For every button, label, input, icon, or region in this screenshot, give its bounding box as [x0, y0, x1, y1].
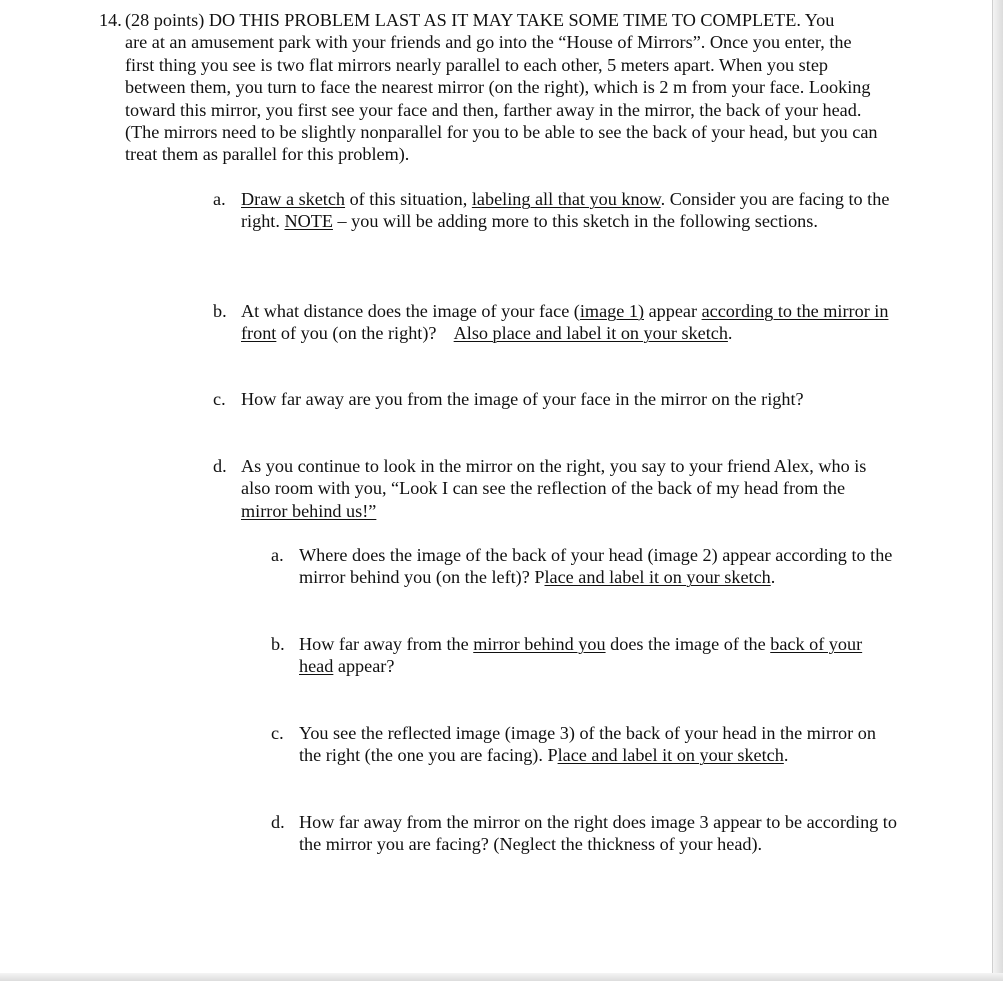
- subpart-b-line-2: [299, 655, 862, 677]
- subpart-a-marker: a.: [271, 545, 284, 565]
- underlined-text: Draw a sketch: [241, 189, 346, 209]
- part-b-line-2: [241, 322, 888, 344]
- subpart-c-line-1: You see the reflected image (image 3) of the back of your head in the mirror on: [299, 723, 876, 743]
- underlined-text: back of your: [770, 634, 863, 654]
- part-c: [213, 388, 804, 410]
- part-a-line-1: [241, 188, 889, 210]
- problem-line-2: are at an amusement park with your friends and go into the “House of Mirrors”. Once you enter, the: [125, 32, 852, 53]
- subpart-d-marker: d.: [271, 812, 285, 832]
- part-d-line-3: [241, 500, 866, 522]
- page-edge-bottom: [0, 973, 1003, 981]
- text: At what distance does the image of your face (: [241, 301, 580, 321]
- part-d-line-2: also room with you, “Look I can see the reflection of the back of my head from the: [241, 478, 846, 499]
- underlined-text: Also place and label it on your sketch: [453, 323, 728, 344]
- subpart-a-line-1: Where does the image of the back of your head (image 2) appear according to the: [299, 545, 893, 565]
- problem-line-1: (28 points) DO THIS PROBLEM LAST AS IT MAY TAKE SOME TIME TO COMPLETE. You: [125, 10, 835, 30]
- text: How far away from the: [299, 634, 474, 654]
- part-c-marker: c.: [213, 389, 226, 409]
- problem-line-4: between them, you turn to face the nearest mirror (on the right), which is 2 m from your face. Looking: [125, 77, 871, 98]
- part-c-line-1: How far away are you from the image of your face in the mirror on the right?: [241, 389, 804, 409]
- subpart-b-line-1: [299, 633, 862, 655]
- part-d: [213, 455, 866, 522]
- underlined-text: mirror behind you: [473, 634, 606, 654]
- page-edge-right: [992, 0, 1003, 981]
- underlined-text: head: [299, 656, 334, 677]
- subpart-d-line-2: the mirror you are facing? (Neglect the thickness of your head).: [299, 834, 763, 855]
- text: .: [783, 745, 789, 766]
- subpart-c-marker: c.: [271, 723, 284, 743]
- problem-line-5: toward this mirror, you first see your face and then, farther away in the mirror, the back of your head.: [125, 99, 862, 120]
- subpart-d: [271, 811, 897, 856]
- problem-line-7: treat them as parallel for this problem).: [125, 144, 410, 165]
- subpart-c: [271, 722, 876, 767]
- subpart-b-marker: b.: [271, 634, 285, 654]
- text: .: [727, 323, 733, 344]
- part-a: [213, 188, 889, 233]
- text: appear: [644, 301, 702, 321]
- problem-number: 14.: [99, 10, 122, 30]
- subpart-d-line-1: How far away from the mirror on the right does image 3 appear to be according to: [299, 812, 897, 832]
- problem-line-3: first thing you see is two flat mirrors nearly parallel to each other, 5 meters apart. When you step: [125, 54, 828, 75]
- part-b-line-1: [241, 300, 888, 322]
- underlined-text: labeling all that you know: [471, 189, 661, 209]
- problem-line-6: (The mirrors need to be slightly nonparallel for you to be able to see the back of your head, but you can: [125, 122, 878, 143]
- underlined-text: image 1): [579, 301, 645, 321]
- text: .: [770, 567, 776, 588]
- part-a-line-2: [241, 210, 889, 232]
- underlined-text: mirror behind us!”: [241, 500, 377, 521]
- subpart-c-line-2: [299, 744, 876, 766]
- text: of you (on the right)?: [276, 323, 454, 344]
- part-a-marker: a.: [213, 189, 226, 209]
- problem-statement: [99, 9, 878, 166]
- underlined-text: front: [241, 323, 277, 344]
- underlined-text: lace and label it on your sketch: [557, 745, 784, 766]
- underlined-text: lace and label it on your sketch: [544, 567, 771, 588]
- text: – you will be adding more to this sketch in the following sections.: [332, 211, 818, 232]
- text: mirror behind you (on the left)? P: [299, 567, 545, 588]
- text: right.: [241, 211, 285, 232]
- subpart-b: [271, 633, 862, 678]
- text: of this situation,: [345, 189, 472, 209]
- part-d-marker: d.: [213, 456, 227, 476]
- text: the right (the one you are facing). P: [299, 745, 558, 766]
- subpart-a: [271, 544, 892, 589]
- subpart-a-line-2: [299, 566, 892, 588]
- part-b: [213, 300, 888, 345]
- text: appear?: [333, 656, 395, 677]
- text: does the image of the: [605, 634, 771, 654]
- part-b-marker: b.: [213, 301, 227, 321]
- underlined-text: NOTE: [284, 211, 333, 232]
- underlined-text: according to the mirror in: [701, 301, 889, 321]
- text: . Consider you are facing to the: [660, 189, 890, 209]
- part-d-line-1: As you continue to look in the mirror on the right, you say to your friend Alex, who is: [241, 456, 867, 476]
